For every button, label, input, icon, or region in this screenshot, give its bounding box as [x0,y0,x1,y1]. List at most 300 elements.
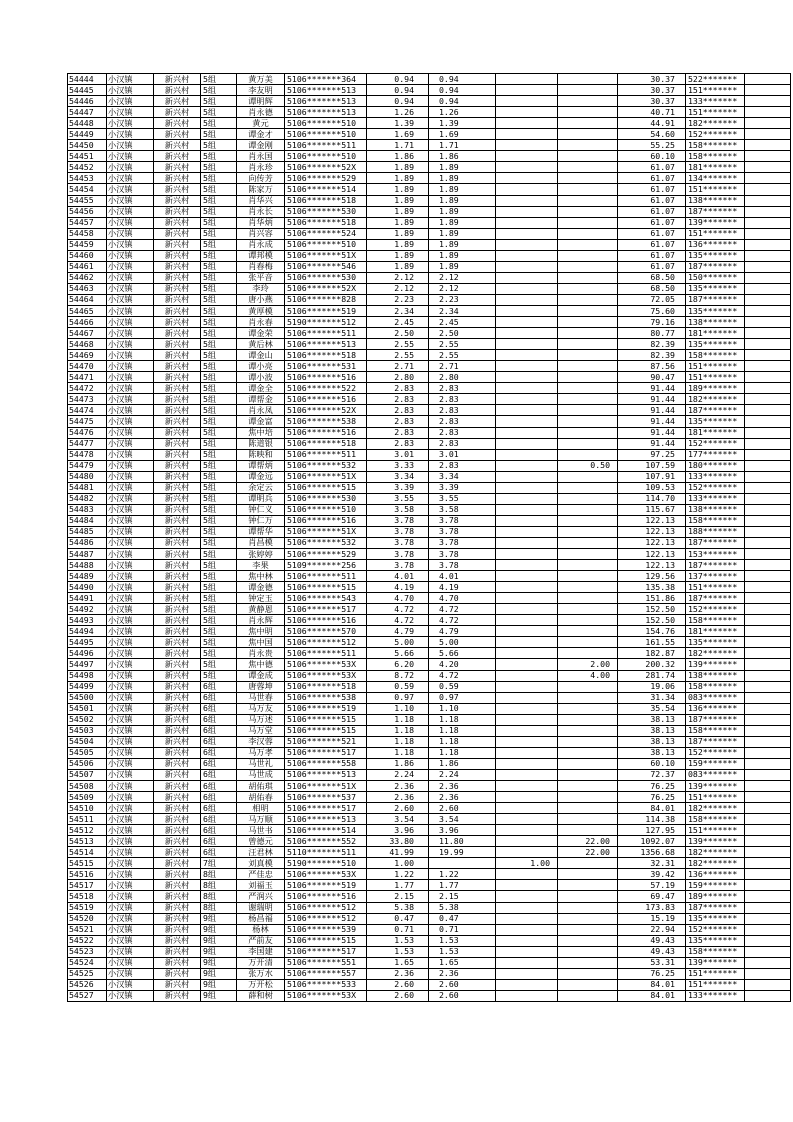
town-cell: 小汉镇 [107,515,154,526]
remark-cell [745,261,791,272]
id-number-cell: 5106*******52X [285,283,367,294]
table-row [68,825,791,836]
town-cell: 小汉镇 [107,571,154,582]
group-cell: 5组 [201,118,237,129]
table-row [68,471,791,482]
total-area-cell: 2.15 [367,891,429,902]
area-c-cell [558,184,618,195]
village-cell: 新兴村 [154,416,201,427]
table-row [68,118,791,129]
id-number-cell: 5106*******516 [285,891,367,902]
name-cell: 严佳忠 [237,869,285,880]
amount-cell: 122.13 [618,537,686,548]
name-cell: 谭金荣 [237,328,285,339]
village-cell: 新兴村 [154,659,201,670]
table-row [68,692,791,703]
village-cell: 新兴村 [154,283,201,294]
name-cell: 陈道银 [237,438,285,449]
table-row [68,891,791,902]
area-b-cell [496,471,558,482]
phone-cell: 181******* [686,162,745,173]
area-b-cell [496,825,558,836]
name-cell: 杨昌福 [237,913,285,924]
phone-cell: 152******* [686,604,745,615]
group-cell: 5组 [201,206,237,217]
group-cell: 9组 [201,946,237,957]
area-b-cell [496,239,558,250]
area-c-cell [558,383,618,394]
remark-cell [745,283,791,294]
area-b-cell [496,228,558,239]
area-a-cell: 1.89 [429,173,496,184]
amount-cell: 76.25 [618,781,686,792]
table-row [68,504,791,515]
phone-cell: 139******* [686,217,745,228]
total-area-cell: 1.10 [367,703,429,714]
amount-cell: 107.91 [618,471,686,482]
area-a-cell: 1.89 [429,206,496,217]
phone-cell: 182******* [686,394,745,405]
phone-cell: 182******* [686,847,745,858]
id-number-cell: 5106*******511 [285,140,367,151]
name-cell: 肖永长 [237,206,285,217]
town-cell: 小汉镇 [107,736,154,747]
area-c-cell [558,990,618,1001]
row-number-cell: 54467 [68,328,107,339]
area-c-cell [558,427,618,438]
total-area-cell: 0.47 [367,913,429,924]
amount-cell: 68.50 [618,283,686,294]
village-cell: 新兴村 [154,195,201,206]
area-b-cell [496,968,558,979]
area-a-cell: 1.18 [429,725,496,736]
area-a-cell: 1.22 [429,869,496,880]
town-cell: 小汉镇 [107,946,154,957]
total-area-cell: 1.89 [367,217,429,228]
row-number-cell: 54522 [68,935,107,946]
phone-cell: 151******* [686,979,745,990]
group-cell: 6组 [201,692,237,703]
area-c-cell [558,294,618,305]
id-number-cell: 5106*******517 [285,803,367,814]
total-area-cell: 2.36 [367,968,429,979]
name-cell: 马万顺 [237,814,285,825]
table-row [68,549,791,560]
town-cell: 小汉镇 [107,239,154,250]
group-cell: 5组 [201,648,237,659]
town-cell: 小汉镇 [107,294,154,305]
table-row [68,703,791,714]
amount-cell: 122.13 [618,515,686,526]
table-row [68,96,791,107]
remark-cell [745,957,791,968]
area-c-cell [558,913,618,924]
village-cell: 新兴村 [154,681,201,692]
area-a-cell: 1.89 [429,239,496,250]
group-cell: 5组 [201,339,237,350]
group-cell: 5组 [201,294,237,305]
group-cell: 5组 [201,372,237,383]
area-c-cell [558,339,618,350]
amount-cell: 122.13 [618,549,686,560]
amount-cell: 152.50 [618,604,686,615]
town-cell: 小汉镇 [107,803,154,814]
amount-cell: 82.39 [618,350,686,361]
remark-cell [745,946,791,957]
id-number-cell: 5106*******570 [285,626,367,637]
id-number-cell: 5106*******557 [285,968,367,979]
area-a-cell: 2.60 [429,803,496,814]
group-cell: 5组 [201,449,237,460]
table-row [68,769,791,780]
id-number-cell: 5106*******558 [285,758,367,769]
id-number-cell: 5106*******511 [285,648,367,659]
group-cell: 5组 [201,637,237,648]
remark-cell [745,405,791,416]
amount-cell: 200.32 [618,659,686,670]
town-cell: 小汉镇 [107,405,154,416]
phone-cell: 158******* [686,515,745,526]
area-b-cell [496,747,558,758]
table-row [68,85,791,96]
amount-cell: 68.50 [618,272,686,283]
town-cell: 小汉镇 [107,206,154,217]
village-cell: 新兴村 [154,504,201,515]
area-a-cell: 1.71 [429,140,496,151]
amount-cell: 39.42 [618,869,686,880]
town-cell: 小汉镇 [107,195,154,206]
amount-cell: 32.31 [618,858,686,869]
area-c-cell [558,515,618,526]
total-area-cell: 41.99 [367,847,429,858]
total-area-cell: 4.01 [367,571,429,582]
id-number-cell: 5106*******53X [285,659,367,670]
village-cell: 新兴村 [154,736,201,747]
name-cell: 肖华炳 [237,217,285,228]
area-b-cell [496,162,558,173]
area-a-cell: 1.53 [429,946,496,957]
total-area-cell: 2.12 [367,272,429,283]
town-cell: 小汉镇 [107,935,154,946]
phone-cell: 153******* [686,549,745,560]
area-b-cell [496,924,558,935]
remark-cell [745,206,791,217]
group-cell: 6组 [201,703,237,714]
village-cell: 新兴村 [154,449,201,460]
area-b-cell [496,140,558,151]
table-row [68,736,791,747]
group-cell: 9组 [201,990,237,1001]
group-cell: 5组 [201,659,237,670]
name-cell: 李果 [237,560,285,571]
town-cell: 小汉镇 [107,305,154,316]
area-b-cell [496,880,558,891]
remark-cell [745,648,791,659]
area-b-cell [496,173,558,184]
row-number-cell: 54509 [68,792,107,803]
row-number-cell: 54521 [68,924,107,935]
row-number-cell: 54457 [68,217,107,228]
town-cell: 小汉镇 [107,96,154,107]
town-cell: 小汉镇 [107,493,154,504]
id-number-cell: 5106*******513 [285,85,367,96]
row-number-cell: 54508 [68,781,107,792]
town-cell: 小汉镇 [107,549,154,560]
area-a-cell: 3.96 [429,825,496,836]
id-number-cell: 5106*******519 [285,305,367,316]
row-number-cell: 54485 [68,526,107,537]
table-row [68,283,791,294]
area-b-cell [496,261,558,272]
village-cell: 新兴村 [154,206,201,217]
area-a-cell: 3.78 [429,549,496,560]
id-number-cell: 5106*******515 [285,714,367,725]
village-cell: 新兴村 [154,317,201,328]
remark-cell [745,681,791,692]
village-cell: 新兴村 [154,571,201,582]
remark-cell [745,140,791,151]
area-c-cell [558,814,618,825]
name-cell: 谭金富 [237,416,285,427]
area-c-cell [558,107,618,118]
name-cell: 焦中国 [237,637,285,648]
name-cell: 唐蓉坤 [237,681,285,692]
area-a-cell: 4.19 [429,582,496,593]
total-area-cell: 0.94 [367,74,429,85]
area-b-cell [496,526,558,537]
area-b-cell [496,383,558,394]
area-b-cell [496,781,558,792]
name-cell: 李国建 [237,946,285,957]
area-a-cell: 4.79 [429,626,496,637]
remark-cell [745,383,791,394]
area-a-cell: 3.54 [429,814,496,825]
name-cell: 黄后林 [237,339,285,350]
remark-cell [745,703,791,714]
phone-cell: 133******* [686,471,745,482]
total-area-cell: 4.70 [367,593,429,604]
village-cell: 新兴村 [154,261,201,272]
group-cell: 8组 [201,869,237,880]
amount-cell: 55.25 [618,140,686,151]
name-cell: 胡佑琪 [237,781,285,792]
phone-cell: 158******* [686,615,745,626]
row-number-cell: 54466 [68,317,107,328]
town-cell: 小汉镇 [107,85,154,96]
row-number-cell: 54526 [68,979,107,990]
area-a-cell: 4.72 [429,604,496,615]
row-number-cell: 54453 [68,173,107,184]
id-number-cell: 5190*******512 [285,317,367,328]
row-number-cell: 54446 [68,96,107,107]
remark-cell [745,836,791,847]
area-a-cell: 19.99 [429,847,496,858]
id-number-cell: 5106*******511 [285,449,367,460]
remark-cell [745,582,791,593]
amount-cell: 40.71 [618,107,686,118]
area-b-cell [496,736,558,747]
amount-cell: 72.05 [618,294,686,305]
area-c-cell [558,560,618,571]
table-row [68,582,791,593]
remark-cell [745,504,791,515]
phone-cell: 188******* [686,526,745,537]
remark-cell [745,294,791,305]
area-b-cell [496,416,558,427]
remark-cell [745,184,791,195]
table-row [68,880,791,891]
town-cell: 小汉镇 [107,725,154,736]
phone-cell: 189******* [686,383,745,394]
town-cell: 小汉镇 [107,670,154,681]
area-c-cell [558,118,618,129]
row-number-cell: 54517 [68,880,107,891]
town-cell: 小汉镇 [107,836,154,847]
amount-cell: 84.01 [618,979,686,990]
table-row [68,294,791,305]
phone-cell: 187******* [686,593,745,604]
name-cell: 钟仁万 [237,515,285,526]
amount-cell: 75.60 [618,305,686,316]
id-number-cell: 5106*******516 [285,427,367,438]
total-area-cell: 3.78 [367,537,429,548]
group-cell: 5组 [201,228,237,239]
town-cell: 小汉镇 [107,593,154,604]
name-cell: 李玲 [237,283,285,294]
phone-cell: 133******* [686,493,745,504]
village-cell: 新兴村 [154,935,201,946]
table-row [68,758,791,769]
id-number-cell: 5106*******529 [285,173,367,184]
group-cell: 5组 [201,129,237,140]
row-number-cell: 54486 [68,537,107,548]
town-cell: 小汉镇 [107,129,154,140]
area-b-cell [496,615,558,626]
amount-cell: 30.37 [618,96,686,107]
area-a-cell: 2.23 [429,294,496,305]
name-cell: 谭小亮 [237,361,285,372]
town-cell: 小汉镇 [107,847,154,858]
phone-cell: 152******* [686,747,745,758]
name-cell: 马万友 [237,703,285,714]
name-cell: 肖永春 [237,317,285,328]
amount-cell: 61.07 [618,206,686,217]
village-cell: 新兴村 [154,471,201,482]
remark-cell [745,339,791,350]
area-a-cell: 1.18 [429,736,496,747]
area-c-cell [558,151,618,162]
phone-cell: 152******* [686,482,745,493]
area-b-cell [496,272,558,283]
row-number-cell: 54505 [68,747,107,758]
town-cell: 小汉镇 [107,173,154,184]
remark-cell [745,129,791,140]
area-a-cell: 2.80 [429,372,496,383]
table-row [68,195,791,206]
table-row [68,781,791,792]
amount-cell: 151.86 [618,593,686,604]
row-number-cell: 54498 [68,670,107,681]
phone-cell: 181******* [686,328,745,339]
town-cell: 小汉镇 [107,604,154,615]
town-cell: 小汉镇 [107,537,154,548]
village-cell: 新兴村 [154,758,201,769]
amount-cell: 91.44 [618,416,686,427]
area-a-cell: 1.65 [429,957,496,968]
phone-cell: 187******* [686,261,745,272]
total-area-cell: 2.83 [367,383,429,394]
amount-cell: 44.91 [618,118,686,129]
village-cell: 新兴村 [154,880,201,891]
area-a-cell: 4.01 [429,571,496,582]
remark-cell [745,317,791,328]
row-number-cell: 54497 [68,659,107,670]
town-cell: 小汉镇 [107,317,154,328]
amount-cell: 1092.07 [618,836,686,847]
village-cell: 新兴村 [154,604,201,615]
name-cell: 万开清 [237,957,285,968]
town-cell: 小汉镇 [107,471,154,482]
area-c-cell [558,571,618,582]
remark-cell [745,747,791,758]
area-b-cell [496,946,558,957]
area-b-cell [496,449,558,460]
remark-cell [745,107,791,118]
village-cell: 新兴村 [154,493,201,504]
row-number-cell: 54511 [68,814,107,825]
id-number-cell: 5106*******511 [285,571,367,582]
area-c-cell [558,792,618,803]
village-cell: 新兴村 [154,339,201,350]
group-cell: 5组 [201,549,237,560]
remark-cell [745,990,791,1001]
name-cell: 严前友 [237,935,285,946]
row-number-cell: 54501 [68,703,107,714]
village-cell: 新兴村 [154,747,201,758]
area-c-cell [558,935,618,946]
phone-cell: 158******* [686,725,745,736]
table-row [68,648,791,659]
name-cell: 钟定玉 [237,593,285,604]
area-a-cell: 2.55 [429,339,496,350]
village-cell: 新兴村 [154,305,201,316]
town-cell: 小汉镇 [107,438,154,449]
town-cell: 小汉镇 [107,703,154,714]
row-number-cell: 54513 [68,836,107,847]
area-a-cell: 3.78 [429,526,496,537]
village-cell: 新兴村 [154,825,201,836]
amount-cell: 127.95 [618,825,686,836]
town-cell: 小汉镇 [107,681,154,692]
remark-cell [745,891,791,902]
amount-cell: 57.19 [618,880,686,891]
area-c-cell [558,471,618,482]
group-cell: 8组 [201,880,237,891]
town-cell: 小汉镇 [107,350,154,361]
group-cell: 5组 [201,416,237,427]
group-cell: 6组 [201,814,237,825]
remark-cell [745,515,791,526]
table-row [68,869,791,880]
area-b-cell [496,460,558,471]
area-b-cell [496,979,558,990]
village-cell: 新兴村 [154,593,201,604]
area-a-cell: 1.89 [429,217,496,228]
row-number-cell: 54525 [68,968,107,979]
name-cell: 谭明兵 [237,493,285,504]
town-cell: 小汉镇 [107,957,154,968]
group-cell: 9组 [201,924,237,935]
